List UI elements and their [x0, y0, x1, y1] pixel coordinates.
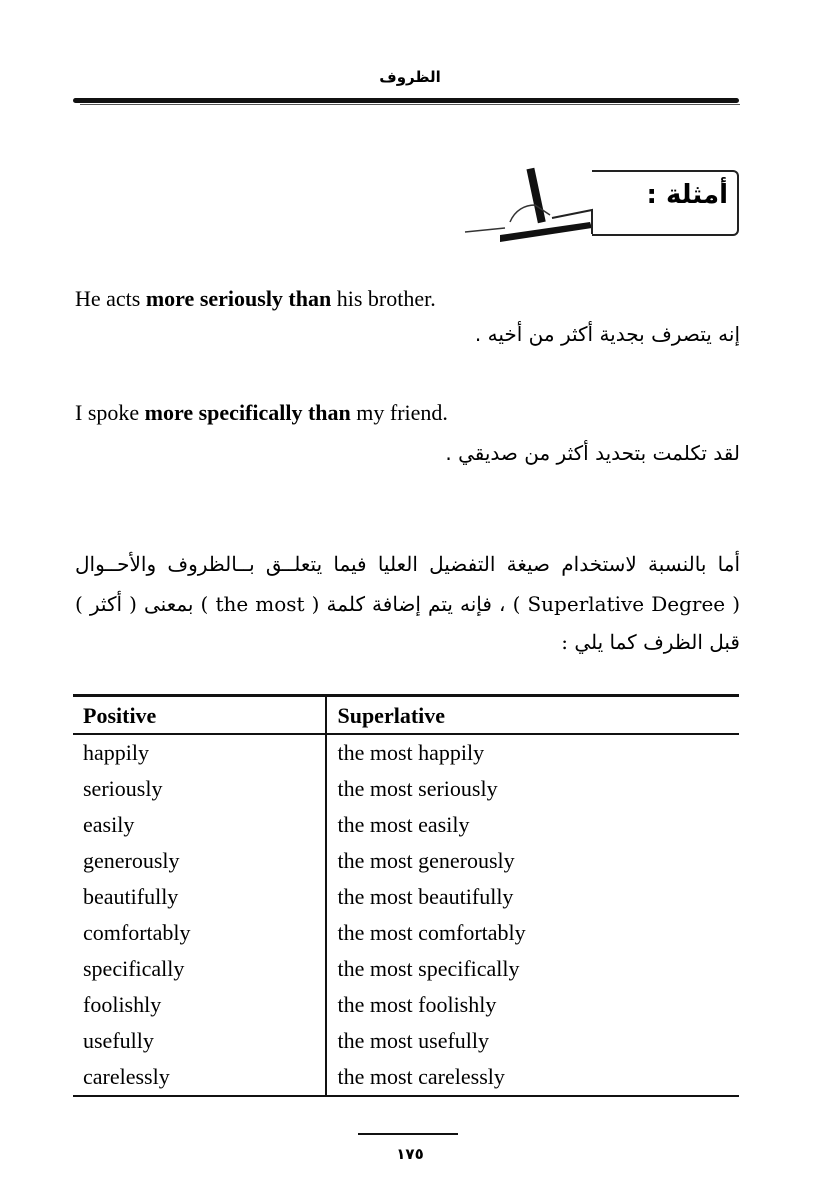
bold-text: more seriously than	[145, 286, 332, 311]
table-row	[73, 771, 739, 807]
page-number: ١٧٥	[396, 1145, 424, 1163]
cell: beautifully	[73, 879, 326, 915]
cell: the most generously	[337, 848, 515, 873]
cell: the most comfortably	[337, 920, 526, 945]
text: my friend.	[350, 400, 448, 425]
cell: the most happily	[337, 740, 485, 765]
table-row	[73, 987, 739, 1023]
page-number-rule	[358, 1133, 458, 1135]
header-positive: Positive	[73, 696, 326, 735]
cell: specifically	[73, 951, 326, 987]
text: his brother.	[331, 286, 436, 311]
cell: usefully	[73, 1023, 326, 1059]
bold-text: more specifically than	[144, 400, 351, 425]
cell: easily	[73, 807, 326, 843]
paragraph-line-2: ( Superlative Degree ) ، فإنه يتم إضافة كلمة ( the most ) بمعنى ( أكثر )	[75, 592, 741, 616]
paragraph-line-1: أما بالنسبة لاستخدام صيغة التفضيل العليا فيما يتعلــق بــالظروف والأحــوال	[75, 552, 740, 576]
table-row	[73, 843, 739, 879]
writing-hand-icon	[460, 160, 600, 250]
example-arabic-2: لقد تكلمت بتحديد أكثر من صديقي .	[445, 441, 740, 465]
text: I spoke	[75, 400, 145, 425]
cell: happily	[73, 734, 326, 771]
cell: generously	[73, 843, 326, 879]
table-row	[73, 734, 739, 771]
cell: the most carelessly	[326, 1059, 739, 1096]
adverb-table	[73, 694, 739, 1097]
table-row	[73, 1059, 739, 1096]
table-row	[73, 879, 739, 915]
cell: the most seriously	[337, 776, 498, 801]
running-header: الظروف	[379, 68, 441, 86]
table-row	[73, 1023, 739, 1059]
table-row	[73, 951, 739, 987]
cell: foolishly	[73, 987, 326, 1023]
example-arabic-1: إنه يتصرف بجدية أكثر من أخيه .	[474, 322, 740, 346]
cell: the most usefully	[337, 1028, 490, 1053]
table-row	[73, 807, 739, 843]
examples-label: أمثلة :	[646, 180, 728, 210]
example-english-2	[75, 400, 448, 426]
cell: seriously	[73, 771, 326, 807]
example-english-1	[75, 286, 436, 312]
cell: the most beautifully	[337, 884, 514, 909]
cell: comfortably	[73, 915, 326, 951]
cell: the most foolishly	[337, 992, 497, 1017]
paragraph-line-3: قبل الظرف كما يلي :	[561, 630, 740, 654]
cell: the most specifically	[337, 956, 520, 981]
header-superlative: Superlative	[326, 696, 739, 735]
header-rule-thin	[80, 104, 740, 105]
cell: the most easily	[337, 812, 470, 837]
text: He acts	[75, 286, 146, 311]
header-rule	[73, 98, 739, 103]
table-row	[73, 915, 739, 951]
cell: carelessly	[73, 1059, 326, 1096]
